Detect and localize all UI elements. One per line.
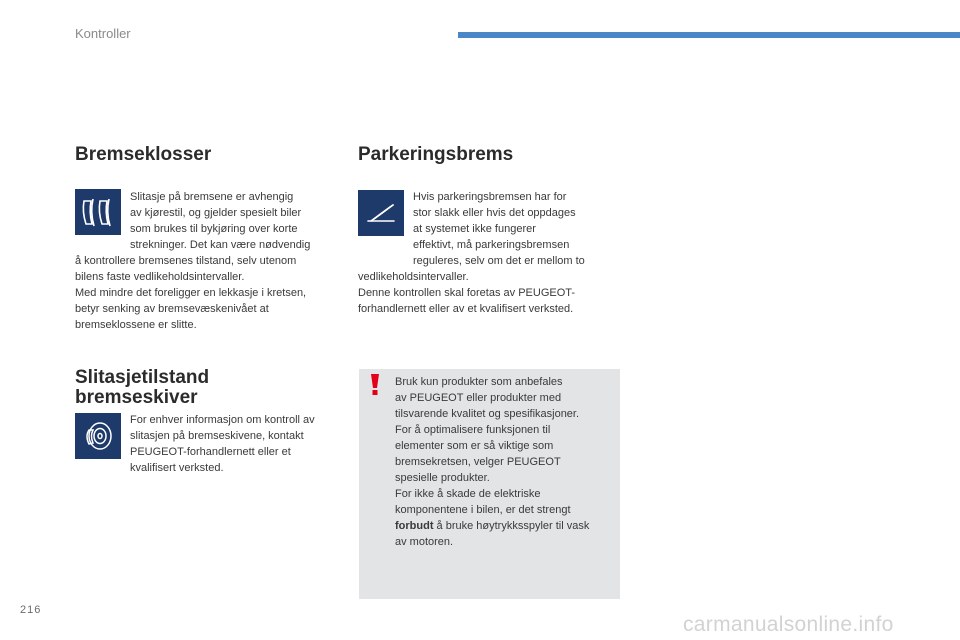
text-line: bilens faste vedlikeholdsintervaller. [75,271,245,283]
text-line: å kontrollere bremsenes tilstand, selv utenom [75,255,297,267]
text-line: som brukes til bykjøring over korte [130,223,298,235]
text-line: For ikke å skade de elektriske [395,488,541,500]
text-line: effektivt, må parkeringsbremsen [413,239,570,251]
text-line: Med mindre det foreligger en lekkasje i kretsen, [75,287,307,299]
text-line: komponentene i bilen, er det strengt [395,504,571,516]
brake-disc-icon [75,413,121,459]
brake-discs-heading [75,368,209,408]
text-line: Slitasje på bremsene er avhengig [130,191,294,203]
text-line: strekninger. Det kan være nødvendig [130,239,311,251]
text-line: betyr senking av bremsevæskenivået at [75,303,269,315]
text-line: av kjørestil, og gjelder spesielt biler [130,207,302,219]
text-line: tilsvarende kvalitet og spesifikasjoner. [395,408,580,420]
watermark: carmanualsonline.info [683,613,894,636]
brake-discs-heading-line2: bremseskiver [75,387,198,408]
exclamation-warning-icon [369,374,381,396]
text-line: kvalifisert verksted. [130,462,224,474]
text-line: spesielle produkter. [395,472,490,484]
parking-brake-heading: Parkeringsbrems [358,144,514,165]
text-line [395,518,589,534]
text-line: For å optimalisere funksjonen til [395,424,551,436]
bold-word: forbudt [395,520,434,532]
brake-pads-heading: Bremseklosser [75,144,212,165]
text-line: elementer som er så viktige som [395,440,554,452]
text-line: stor slakk eller hvis det oppdages [413,207,576,219]
section-title: Kontroller [75,26,131,41]
warning-text [395,374,589,550]
text-line: Bruk kun produkter som anbefales [395,376,563,388]
page-number: 216 [20,604,42,616]
text-line: at systemet ikke fungerer [413,223,536,235]
text-line: Denne kontrollen skal foretas av PEUGEOT- [358,287,576,299]
text-line: av PEUGEOT eller produkter med [395,392,562,404]
brake-discs-heading-line1: Slitasjetilstand [75,367,210,388]
text-line: bremsekretsen, velger PEUGEOT [395,456,561,468]
text-line: vedlikeholdsintervaller. [358,271,469,283]
text-line: slitasjen på bremseskivene, kontakt [130,430,304,442]
text-line: forhandlernett eller av et kvalifisert verksted. [358,303,574,315]
text-line: bremseklossene er slitte. [75,319,197,331]
text-line: For enhver informasjon om kontroll av [130,414,315,426]
text-line: PEUGEOT-forhandlernett eller et [130,446,291,458]
text-line: av motoren. [395,536,454,548]
text-fragment: å bruke høytrykksspyler til vask [433,520,590,532]
parking-brake-text [358,189,585,317]
header-accent-bar [458,32,960,38]
text-line: Hvis parkeringsbremsen har for [413,191,567,203]
brake-pads-text [75,189,310,333]
text-line: reguleres, selv om det er mellom to [413,255,585,267]
brake-discs-text [130,412,315,476]
